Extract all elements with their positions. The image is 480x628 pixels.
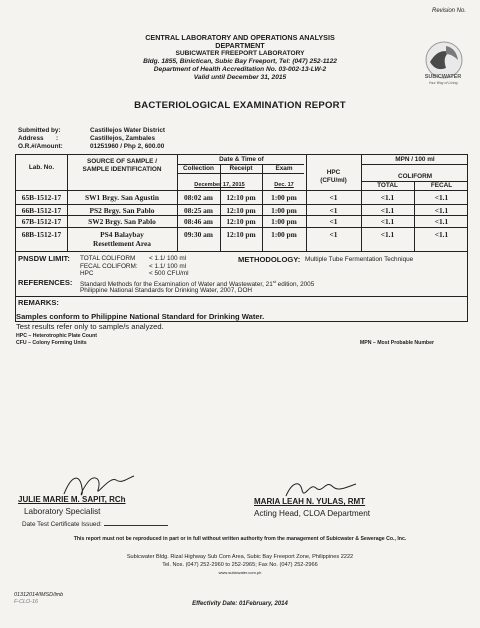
reproduction-notice: This report must not be reproduced in part or in full without written authority from the management of Subicwater & Sewerage Co., Inc.	[73, 536, 407, 542]
header-line-5: Department of Health Accreditation No. 03-002-13-LW-2	[153, 66, 327, 73]
address-line-1: Subicwater Bldg. Rizal Highway Sub Com Area, Subic Bay Freeport Zone, Philippines 2222	[126, 554, 354, 560]
note-cfu: CFU – Colony Forming Units	[16, 340, 87, 346]
remarks-line-1: Samples conform to Philippine National Standard for Drinking Water.	[16, 312, 265, 321]
or-value: 01251960 / Php 2, 600.00	[90, 142, 165, 150]
submitted-by-label: Submitted by:	[18, 127, 61, 134]
fecal-coliform: <1.1	[434, 230, 449, 239]
total-coliform: <1.1	[380, 230, 395, 239]
receipt-time: 12:10 pm	[226, 206, 256, 215]
company-address	[0, 554, 480, 577]
header-line-3: SUBICWATER FREEPORT LABORATORY	[175, 50, 305, 57]
total-coliform-limit: < 1.1/ 100 ml	[149, 255, 187, 262]
left-signatory-name: JULIE MARIE M. SAPIT, RCh	[18, 495, 126, 504]
receipt-time: 12:10 pm	[226, 230, 256, 239]
col-header-datetime: Date & Time of	[219, 156, 264, 163]
sample-source: SW1 Brgy. San Agustin	[85, 193, 159, 202]
total-coliform: <1.1	[380, 217, 395, 226]
collection-date: December 17, 2015	[194, 182, 245, 188]
col-header-exam: Exam	[275, 165, 293, 172]
fecal-coliform-limit: < 1.1/ 100 ml	[149, 263, 187, 270]
address-label: Address :	[18, 134, 59, 142]
website: www.subicwater.com.ph	[218, 570, 262, 575]
col-header-collection: Collection	[183, 165, 214, 172]
remarks-line-2: Test results refer only to sample/s analyzed.	[16, 322, 164, 331]
col-header-total: TOTAL	[377, 182, 398, 189]
lab-no: 68B-1512-17	[21, 230, 62, 239]
methodology-label: METHODOLOGY:	[238, 255, 301, 264]
total-coliform-limit-label: TOTAL COLIFORM	[80, 255, 136, 262]
exam-time: 1:00 pm	[271, 206, 297, 215]
col-header-source-2: SAMPLE IDENTIFICATION	[82, 166, 162, 173]
reference-1: Standard Methods for the Examination of Water and Wastewater, 21st edition, 2005	[80, 279, 315, 289]
submission-info	[18, 127, 165, 150]
col-header-fecal: FECAL	[430, 182, 453, 189]
fecal-coliform: <1.1	[434, 217, 449, 226]
results-table	[15, 154, 468, 252]
note-mpn: MPN – Most Probable Number	[359, 340, 434, 346]
collection-time: 09:30 am	[184, 230, 213, 239]
address-value: Castillejos, Zambales	[90, 134, 155, 142]
receipt-time: 12:10 pm	[226, 193, 256, 202]
pnsdw-label: PNSDW LIMIT:	[18, 254, 70, 263]
logo-tagline: Your Way of Living	[428, 81, 458, 85]
fecal-coliform-limit-label: FECAL COLIFORM:	[80, 263, 138, 270]
hpc-value: <1	[329, 217, 338, 226]
col-header-coliform: COLIFORM	[397, 173, 433, 180]
form-code-1: 01312014/IMSD/lmb	[14, 592, 64, 598]
left-signatory-position: Laboratory Specialist	[24, 507, 101, 516]
submitted-by-value: Castillejos Water District	[90, 127, 166, 134]
sample-source: SW2 Brgy. San Pablo	[88, 217, 156, 226]
lab-no: 67B-1512-17	[21, 217, 62, 226]
hpc-value: <1	[329, 206, 338, 215]
fecal-coliform: <1.1	[434, 206, 449, 215]
total-coliform: <1.1	[380, 193, 395, 202]
right-signatory-name: MARIA LEAH N. YULAS, RMT	[254, 497, 366, 506]
collection-time: 08:46 am	[184, 217, 213, 226]
header-line-4: Bldg. 1855, Binictican, Subic Bay Freeport, Tel: (047) 252-1122	[143, 58, 337, 65]
col-header-source-1: SOURCE OF SAMPLE /	[87, 158, 157, 165]
collection-time: 08:25 am	[184, 206, 213, 215]
receipt-time: 12:10 pm	[226, 217, 256, 226]
header-line-2: DEPARTMENT	[215, 41, 265, 50]
col-header-receipt: Receipt	[229, 165, 253, 172]
collection-time: 08:02 am	[184, 193, 213, 202]
note-hpc: HPC – Heterotrophic Plate Count	[16, 333, 97, 339]
references-label: REFERENCES:	[18, 278, 73, 287]
sample-source-line-2: Resettlement Area	[93, 239, 151, 248]
header-line-1: CENTRAL LABORATORY AND OPERATIONS ANALYSIS	[145, 33, 335, 42]
abbreviation-notes	[16, 333, 97, 347]
total-coliform: <1.1	[380, 206, 395, 215]
logo-name: SUBICWATER	[424, 74, 462, 80]
effectivity-date: Effectivity Date: 01February, 2014	[192, 601, 288, 607]
lab-no: 66B-1512-17	[21, 206, 62, 215]
sample-source: PS2 Brgy. San Pablo	[89, 206, 155, 215]
address-line-2: Tel. Nos. (047) 252-2960 to 252-2965; Fax No. (047) 252-2966	[162, 561, 318, 568]
col-header-mpn: MPN / 100 ml	[395, 156, 435, 163]
left-signatory	[18, 495, 126, 516]
hpc-value: <1	[329, 193, 338, 202]
exam-date: Dec. 17	[274, 182, 294, 188]
methodology-value: Multiple Tube Fermentation Technique	[305, 256, 414, 263]
right-signatory	[254, 497, 370, 518]
hpc-limit: < 500 CFU/ml	[149, 270, 189, 277]
date-issued-label: Date Test Certificate Issued:	[22, 521, 102, 528]
exam-time: 1:00 pm	[271, 217, 297, 226]
col-header-hpc-1: HPC	[326, 169, 341, 176]
sample-source: PS4 Balaybay	[100, 230, 144, 239]
hpc-value: <1	[329, 230, 338, 239]
exam-time: 1:00 pm	[271, 230, 297, 239]
right-signatory-position: Acting Head, CLOA Department	[254, 509, 371, 518]
hpc-limit-label: HPC	[80, 270, 94, 277]
fecal-coliform: <1.1	[434, 193, 449, 202]
header-line-6: Valid until December 31, 2015	[193, 74, 287, 81]
logo-wordmark	[420, 74, 466, 86]
revision-label: Revision No.	[431, 8, 466, 14]
report-title: BACTERIOLOGICAL EXAMINATION REPORT	[134, 100, 346, 111]
reference-2: Philippine National Standards for Drinking Water, 2007, DOH	[80, 287, 253, 294]
date-issued	[22, 521, 168, 528]
lab-no: 65B-1512-17	[21, 193, 62, 202]
form-code-2: F-CLO-16	[14, 599, 38, 605]
col-header-lab: Lab. No.	[28, 164, 55, 171]
or-label: O.R.#/Amount:	[18, 142, 63, 150]
remarks-label: REMARKS:	[18, 298, 59, 307]
col-header-hpc-2: (CFU/ml)	[320, 177, 347, 184]
lab-header	[60, 34, 420, 82]
exam-time: 1:00 pm	[271, 193, 297, 202]
